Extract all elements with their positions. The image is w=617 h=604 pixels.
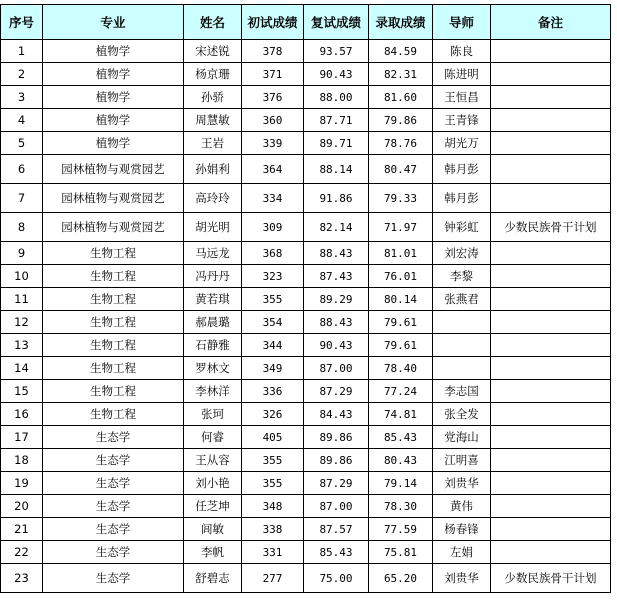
cell-no: 21	[1, 518, 43, 541]
cell-prelim-score: 355	[242, 288, 304, 311]
cell-advisor: 党海山	[433, 426, 491, 449]
cell-admit-score: 78.76	[369, 132, 433, 155]
cell-advisor: 韩月彭	[433, 155, 491, 184]
cell-name: 王从容	[184, 449, 242, 472]
header-row	[1, 5, 611, 40]
cell-advisor: 刘宏涛	[433, 242, 491, 265]
cell-note	[491, 311, 611, 334]
cell-admit-score: 80.14	[369, 288, 433, 311]
cell-retest-score: 87.29	[304, 472, 369, 495]
cell-major: 生态学	[43, 426, 184, 449]
cell-advisor: 江明喜	[433, 449, 491, 472]
cell-retest-score: 88.00	[304, 86, 369, 109]
cell-admit-score: 82.31	[369, 63, 433, 86]
cell-retest-score: 87.00	[304, 495, 369, 518]
cell-admit-score: 79.86	[369, 109, 433, 132]
cell-no: 4	[1, 109, 43, 132]
cell-no: 22	[1, 541, 43, 564]
cell-prelim-score: 405	[242, 426, 304, 449]
cell-admit-score: 79.33	[369, 184, 433, 213]
cell-advisor: 王青锋	[433, 109, 491, 132]
table-row	[1, 311, 611, 334]
cell-name: 任芝坤	[184, 495, 242, 518]
cell-prelim-score: 376	[242, 86, 304, 109]
cell-note: 少数民族骨干计划	[491, 564, 611, 593]
cell-no: 18	[1, 449, 43, 472]
cell-advisor: 刘贵华	[433, 564, 491, 593]
cell-name: 刘小艳	[184, 472, 242, 495]
cell-prelim-score: 344	[242, 334, 304, 357]
cell-admit-score: 80.47	[369, 155, 433, 184]
cell-retest-score: 84.43	[304, 403, 369, 426]
cell-admit-score: 84.59	[369, 40, 433, 63]
cell-name: 何睿	[184, 426, 242, 449]
table-row	[1, 334, 611, 357]
cell-retest-score: 89.86	[304, 426, 369, 449]
cell-note	[491, 357, 611, 380]
table-row	[1, 518, 611, 541]
cell-no: 10	[1, 265, 43, 288]
cell-retest-score: 88.43	[304, 311, 369, 334]
cell-no: 3	[1, 86, 43, 109]
cell-admit-score: 76.01	[369, 265, 433, 288]
cell-prelim-score: 339	[242, 132, 304, 155]
cell-major: 生物工程	[43, 357, 184, 380]
cell-name: 冯丹丹	[184, 265, 242, 288]
cell-name: 王岩	[184, 132, 242, 155]
cell-name: 闾敏	[184, 518, 242, 541]
cell-major: 生态学	[43, 472, 184, 495]
cell-major: 生物工程	[43, 403, 184, 426]
cell-admit-score: 81.60	[369, 86, 433, 109]
cell-major: 生物工程	[43, 242, 184, 265]
table-row	[1, 63, 611, 86]
cell-note	[491, 449, 611, 472]
cell-note	[491, 265, 611, 288]
table-row	[1, 242, 611, 265]
header-major: 专业	[43, 5, 184, 40]
cell-advisor	[433, 311, 491, 334]
cell-advisor: 王恒昌	[433, 86, 491, 109]
cell-prelim-score: 277	[242, 564, 304, 593]
cell-note	[491, 495, 611, 518]
cell-prelim-score: 360	[242, 109, 304, 132]
table-row	[1, 449, 611, 472]
cell-major: 园林植物与观赏园艺	[43, 155, 184, 184]
cell-major: 生物工程	[43, 311, 184, 334]
cell-retest-score: 91.86	[304, 184, 369, 213]
cell-major: 植物学	[43, 40, 184, 63]
cell-advisor: 陈良	[433, 40, 491, 63]
cell-retest-score: 88.43	[304, 242, 369, 265]
table-row	[1, 403, 611, 426]
cell-no: 12	[1, 311, 43, 334]
cell-name: 周慧敏	[184, 109, 242, 132]
cell-name: 宋述锐	[184, 40, 242, 63]
cell-no: 16	[1, 403, 43, 426]
cell-advisor: 黄伟	[433, 495, 491, 518]
cell-no: 1	[1, 40, 43, 63]
header-retest-score: 复试成绩	[304, 5, 369, 40]
cell-retest-score: 75.00	[304, 564, 369, 593]
cell-prelim-score: 323	[242, 265, 304, 288]
cell-note	[491, 403, 611, 426]
cell-major: 生物工程	[43, 288, 184, 311]
cell-advisor: 杨春锋	[433, 518, 491, 541]
cell-major: 植物学	[43, 109, 184, 132]
cell-major: 园林植物与观赏园艺	[43, 184, 184, 213]
cell-name: 郝晨璐	[184, 311, 242, 334]
cell-note	[491, 109, 611, 132]
cell-note	[491, 541, 611, 564]
table-row	[1, 288, 611, 311]
cell-note	[491, 40, 611, 63]
cell-major: 植物学	[43, 86, 184, 109]
table-row	[1, 86, 611, 109]
cell-no: 17	[1, 426, 43, 449]
cell-prelim-score: 364	[242, 155, 304, 184]
cell-prelim-score: 336	[242, 380, 304, 403]
cell-retest-score: 90.43	[304, 334, 369, 357]
cell-major: 生态学	[43, 564, 184, 593]
cell-name: 张珂	[184, 403, 242, 426]
table-row	[1, 40, 611, 63]
table-row	[1, 155, 611, 184]
cell-prelim-score: 355	[242, 472, 304, 495]
table-row	[1, 380, 611, 403]
cell-admit-score: 79.61	[369, 311, 433, 334]
cell-no: 7	[1, 184, 43, 213]
cell-name: 马远龙	[184, 242, 242, 265]
cell-prelim-score: 368	[242, 242, 304, 265]
cell-name: 石静雅	[184, 334, 242, 357]
cell-prelim-score: 331	[242, 541, 304, 564]
cell-retest-score: 89.86	[304, 449, 369, 472]
cell-no: 11	[1, 288, 43, 311]
cell-note	[491, 155, 611, 184]
cell-admit-score: 79.14	[369, 472, 433, 495]
table-row	[1, 426, 611, 449]
cell-admit-score: 77.59	[369, 518, 433, 541]
cell-name: 高玲玲	[184, 184, 242, 213]
cell-prelim-score: 354	[242, 311, 304, 334]
table-row	[1, 184, 611, 213]
cell-admit-score: 80.43	[369, 449, 433, 472]
cell-prelim-score: 348	[242, 495, 304, 518]
cell-admit-score: 75.81	[369, 541, 433, 564]
cell-prelim-score: 309	[242, 213, 304, 242]
cell-major: 园林植物与观赏园艺	[43, 213, 184, 242]
cell-retest-score: 82.14	[304, 213, 369, 242]
cell-retest-score: 87.71	[304, 109, 369, 132]
cell-no: 9	[1, 242, 43, 265]
cell-admit-score: 71.97	[369, 213, 433, 242]
cell-note	[491, 472, 611, 495]
cell-major: 生物工程	[43, 265, 184, 288]
cell-advisor: 张全发	[433, 403, 491, 426]
cell-major: 生态学	[43, 495, 184, 518]
cell-note	[491, 86, 611, 109]
cell-name: 李帆	[184, 541, 242, 564]
cell-note	[491, 518, 611, 541]
cell-name: 舒碧志	[184, 564, 242, 593]
cell-no: 5	[1, 132, 43, 155]
cell-no: 14	[1, 357, 43, 380]
table-row	[1, 132, 611, 155]
cell-advisor: 左娟	[433, 541, 491, 564]
cell-name: 黄若琪	[184, 288, 242, 311]
cell-note	[491, 380, 611, 403]
cell-advisor: 刘贵华	[433, 472, 491, 495]
cell-prelim-score: 371	[242, 63, 304, 86]
cell-retest-score: 88.14	[304, 155, 369, 184]
cell-no: 20	[1, 495, 43, 518]
table-body	[1, 40, 611, 593]
cell-note	[491, 334, 611, 357]
cell-no: 19	[1, 472, 43, 495]
header-prelim-score: 初试成绩	[242, 5, 304, 40]
cell-no: 13	[1, 334, 43, 357]
cell-note	[491, 242, 611, 265]
cell-name: 李林洋	[184, 380, 242, 403]
cell-retest-score: 85.43	[304, 541, 369, 564]
table-row	[1, 472, 611, 495]
header-name: 姓名	[184, 5, 242, 40]
cell-major: 植物学	[43, 63, 184, 86]
cell-admit-score: 74.81	[369, 403, 433, 426]
cell-advisor: 李黎	[433, 265, 491, 288]
table-row	[1, 541, 611, 564]
cell-name: 孙骄	[184, 86, 242, 109]
cell-prelim-score: 378	[242, 40, 304, 63]
cell-note	[491, 63, 611, 86]
cell-major: 生物工程	[43, 380, 184, 403]
cell-no: 23	[1, 564, 43, 593]
cell-note	[491, 288, 611, 311]
cell-admit-score: 65.20	[369, 564, 433, 593]
cell-no: 8	[1, 213, 43, 242]
table-row	[1, 265, 611, 288]
cell-retest-score: 87.29	[304, 380, 369, 403]
admission-score-table	[0, 4, 611, 593]
cell-name: 杨京珊	[184, 63, 242, 86]
cell-retest-score: 87.00	[304, 357, 369, 380]
table-row	[1, 564, 611, 593]
header-note: 备注	[491, 5, 611, 40]
cell-prelim-score: 349	[242, 357, 304, 380]
cell-admit-score: 81.01	[369, 242, 433, 265]
cell-name: 孙娟利	[184, 155, 242, 184]
cell-retest-score: 90.43	[304, 63, 369, 86]
cell-advisor: 张燕君	[433, 288, 491, 311]
cell-major: 植物学	[43, 132, 184, 155]
header-no: 序号	[1, 5, 43, 40]
cell-no: 2	[1, 63, 43, 86]
cell-note	[491, 132, 611, 155]
header-advisor: 导师	[433, 5, 491, 40]
cell-admit-score: 85.43	[369, 426, 433, 449]
cell-major: 生态学	[43, 518, 184, 541]
cell-retest-score: 87.43	[304, 265, 369, 288]
cell-no: 6	[1, 155, 43, 184]
cell-prelim-score: 355	[242, 449, 304, 472]
cell-major: 生态学	[43, 541, 184, 564]
table-row	[1, 109, 611, 132]
cell-advisor: 钟彩虹	[433, 213, 491, 242]
table-row	[1, 357, 611, 380]
cell-advisor: 胡光万	[433, 132, 491, 155]
cell-admit-score: 78.30	[369, 495, 433, 518]
cell-advisor: 李志国	[433, 380, 491, 403]
cell-retest-score: 89.29	[304, 288, 369, 311]
cell-retest-score: 89.71	[304, 132, 369, 155]
cell-major: 生物工程	[43, 334, 184, 357]
cell-advisor: 韩月彭	[433, 184, 491, 213]
table-row	[1, 495, 611, 518]
cell-advisor: 陈进明	[433, 63, 491, 86]
cell-major: 生态学	[43, 449, 184, 472]
cell-advisor	[433, 334, 491, 357]
cell-note: 少数民族骨干计划	[491, 213, 611, 242]
cell-prelim-score: 338	[242, 518, 304, 541]
cell-note	[491, 426, 611, 449]
cell-name: 罗林文	[184, 357, 242, 380]
cell-no: 15	[1, 380, 43, 403]
cell-prelim-score: 334	[242, 184, 304, 213]
cell-note	[491, 184, 611, 213]
cell-advisor	[433, 357, 491, 380]
table-row	[1, 213, 611, 242]
header-admit-score: 录取成绩	[369, 5, 433, 40]
cell-retest-score: 93.57	[304, 40, 369, 63]
cell-admit-score: 79.61	[369, 334, 433, 357]
cell-name: 胡光明	[184, 213, 242, 242]
cell-admit-score: 77.24	[369, 380, 433, 403]
cell-retest-score: 87.57	[304, 518, 369, 541]
cell-prelim-score: 326	[242, 403, 304, 426]
cell-admit-score: 78.40	[369, 357, 433, 380]
